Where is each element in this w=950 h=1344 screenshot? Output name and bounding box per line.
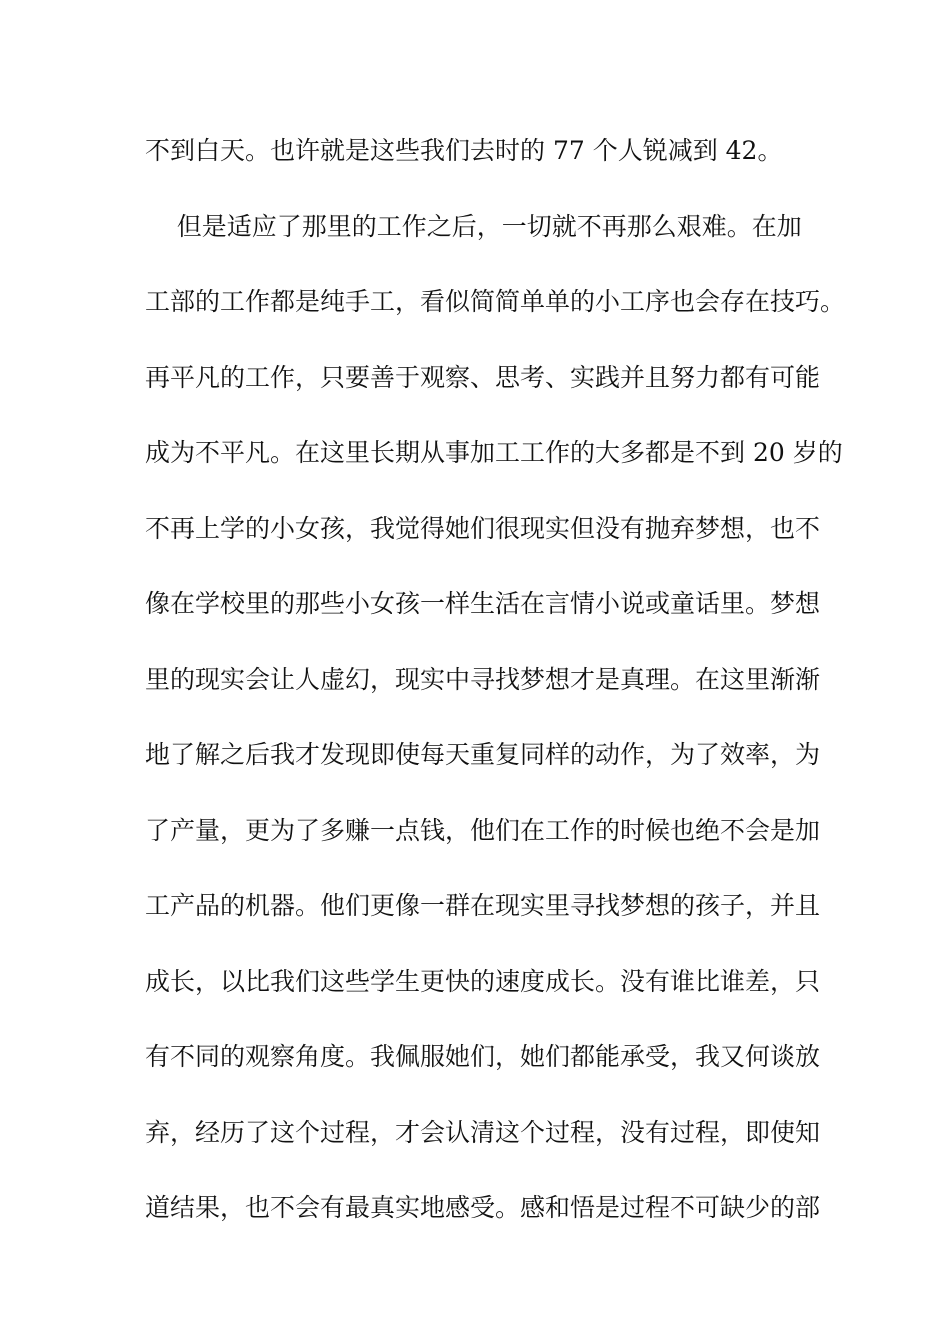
text-line-13: 有不同的观察角度。我佩服她们，她们都能承受，我又何谈放 [145,1042,821,1071]
text-line-10: 了产量，更为了多赚一点钱，他们在工作的时候也绝不会是加 [145,815,821,845]
text-line-15: 道结果，也不会有最真实地感受。感和悟是过程不可缺少的部 [145,1193,821,1222]
text-line-1: 不到白天。也许就是这些我们去时的 77 个人锐减到 42。 [145,136,783,165]
body-text [145,125,846,1258]
text-line-8: 里的现实会让人虚幻，现实中寻找梦想才是真理。在这里渐渐 [145,664,821,694]
text-line-14: 弃，经历了这个过程，才会认清这个过程，没有过程，即使知 [145,1117,821,1147]
text-line-7: 像在学校里的那些小女孩一样生活在言情小说或童话里。梦想 [145,589,821,618]
text-line-5: 成为不平凡。在这里长期从事加工工作的大多都是不到 20 岁的 [145,438,843,467]
text-line-4: 再平凡的工作，只要善于观察、思考、实践并且努力都有可能 [145,362,821,392]
text-line-9: 地了解之后我才发现即使每天重复同样的动作，为了效率，为 [145,740,821,769]
text-line-3: 工部的工作都是纯手工，看似简简单单的小工序也会存在技巧。 [145,287,846,316]
text-line-6: 不再上学的小女孩，我觉得她们很现实但没有抛弃梦想，也不 [145,513,821,543]
text-line-11: 工产品的机器。他们更像一群在现实里寻找梦想的孩子，并且 [145,891,821,920]
text-line-2: 但是适应了那里的工作之后，一切就不再那么艰难。在加 [145,211,802,241]
text-line-12: 成长，以比我们这些学生更快的速度成长。没有谁比谁差，只 [145,966,821,996]
